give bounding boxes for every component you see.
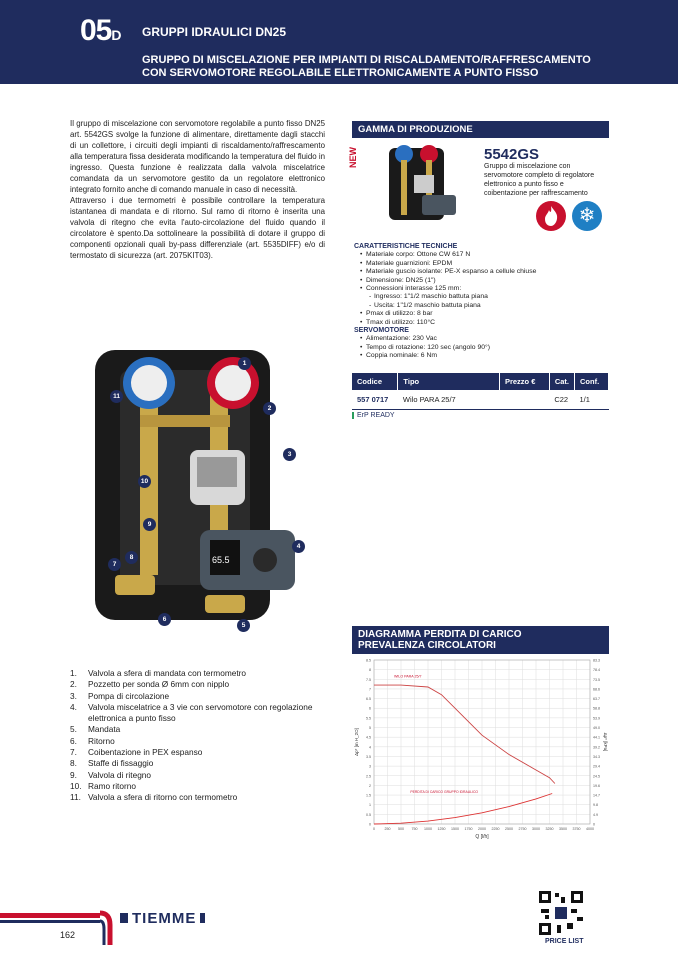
- y-tick-label: 1.5: [366, 793, 371, 798]
- x-tick-label: 500: [398, 827, 404, 831]
- spec-item: • Connessioni interasse 125 mm:: [354, 285, 614, 293]
- list-item: 10. Ramo ritorno: [70, 780, 136, 791]
- series-line-1: [374, 794, 552, 825]
- list-item: 11. Valvola a sfera di ritorno con termometro: [70, 792, 238, 803]
- col-codice: Codice: [352, 373, 398, 390]
- y-right-tick-label: 29.4: [593, 764, 600, 769]
- chart-header: DIAGRAMMA PERDITA DI CARICO PREVALENZA CIRCOLATORI: [352, 626, 609, 654]
- pressure-drop-chart: [352, 652, 609, 848]
- cell-prezzo: [499, 390, 549, 410]
- list-item: 3. Pompa di circolazione: [70, 690, 170, 701]
- callout-3: 3: [283, 448, 296, 461]
- callout-9: 9: [143, 518, 156, 531]
- y-tick-label: 8.5: [366, 658, 371, 663]
- y-tick-label: 8: [369, 668, 371, 673]
- y-right-tick-label: 49.0: [593, 726, 600, 731]
- y-right-tick-label: 0: [593, 822, 595, 827]
- model-code: 5542GS: [484, 146, 540, 163]
- y-tick-label: 3: [369, 764, 371, 769]
- y-right-tick-label: 24.5: [593, 774, 600, 779]
- x-tick-label: 2250: [491, 827, 500, 831]
- technical-specs: [354, 243, 614, 361]
- spec-item: • Alimentazione: 230 Vac: [354, 335, 614, 343]
- callout-11: 11: [110, 390, 123, 403]
- y-tick-label: 6.5: [366, 697, 371, 702]
- y-right-tick-label: 9.8: [593, 803, 598, 808]
- y-tick-label: 0: [369, 822, 371, 827]
- x-tick-label: 2500: [505, 827, 513, 831]
- callout-5: 5: [237, 619, 250, 632]
- controller-display: 65.5: [212, 555, 230, 565]
- price-table: [352, 373, 609, 410]
- y-tick-label: 4.5: [366, 735, 371, 740]
- model-description: Gruppo di miscelazione con servomotore completo di regolatore elettronico a punto fisso e coibentazione per raffrescamento: [484, 163, 595, 197]
- x-tick-label: 750: [411, 827, 418, 831]
- callout-2: 2: [263, 402, 276, 415]
- spec-item: • Materiale guscio isolante: PE-X espanso a cellule chiuse: [354, 268, 614, 276]
- y-right-tick-label: 63.7: [593, 697, 600, 702]
- spec-subitem: - Uscita: 1"1/2 maschio battuta piana: [354, 302, 614, 310]
- x-tick-label: 3500: [559, 827, 567, 831]
- callout-6: 6: [158, 613, 171, 626]
- intro-paragraph-2: Attraverso i due termometri è possibile controllare la temperatura istantanea di mandata e di ritorno. Sul ramo di ritorno è inserita una valvola di ritegno che evita l'auto-circolazione del fluido quando il circolatore è spento.Da sottolineare la possibilità di dotare il gruppo di componenti opzionali quali by-pass differenziale (art. 5535DIFF) e/o di termostato di sicurezza (art. 2075KIT03).: [70, 196, 325, 260]
- x-tick-label: 0: [373, 827, 375, 831]
- product-image: [85, 345, 315, 635]
- table-row: [352, 390, 609, 410]
- list-item: 8. Staffe di fissaggio: [70, 758, 154, 769]
- spec-item: • Materiale corpo: Ottone CW 617 N: [354, 251, 614, 259]
- list-item: 7. Coibentazione in PEX espanso: [70, 747, 203, 758]
- list-item: 5. Mandata: [70, 724, 121, 735]
- col-conf: Conf.: [575, 373, 609, 390]
- list-item: 6. Ritorno: [70, 735, 115, 746]
- new-badge: NEW: [348, 147, 358, 168]
- spec-item: • Materiale guarnizioni: EPDM: [354, 260, 614, 268]
- section-number: 05D: [80, 14, 121, 47]
- spec-item: • Pmax di utilizzo: 8 bar: [354, 310, 614, 318]
- y-tick-label: 5.5: [366, 716, 371, 721]
- list-item: 4. Valvola miscelatrice a 3 vie con servomotore con regolazione elettronica a punto fisso: [70, 701, 313, 724]
- x-tick-label: 1250: [437, 827, 446, 831]
- x-tick-label: 250: [384, 827, 391, 831]
- section-title: GRUPPI IDRAULICI DN25: [142, 25, 287, 39]
- intro-text: [70, 118, 325, 261]
- y-tick-label: 6: [369, 706, 371, 711]
- y-right-tick-label: 53.9: [593, 716, 600, 721]
- col-prezzo: Prezzo €: [499, 373, 549, 390]
- qr-code-icon[interactable]: [537, 889, 585, 937]
- y-right-tick-label: 14.7: [593, 793, 600, 798]
- list-item: 1. Valvola a sfera di mandata con termometro: [70, 668, 247, 678]
- y-tick-label: 2: [369, 783, 371, 788]
- specs-servo-title: SERVOMOTORE: [354, 327, 409, 335]
- y-tick-label: 2.5: [366, 774, 371, 779]
- callout-8: 8: [125, 551, 138, 564]
- y-right-tick-label: 4.9: [593, 812, 598, 817]
- section-subtitle: GRUPPO DI MISCELAZIONE PER IMPIANTI DI RISCALDAMENTO/RAFFRESCAMENTO CON SERVOMOTORE REGOLABILE ELETTRONICAMENTE A PUNTO FISSO: [142, 54, 591, 79]
- page-number: 162: [60, 930, 76, 940]
- page-header: [0, 0, 678, 84]
- y-right-tick-label: 73.5: [593, 677, 600, 682]
- x-tick-label: 3750: [572, 827, 581, 831]
- x-tick-label: 2750: [518, 827, 527, 831]
- cell-codice: 557 0717: [352, 390, 398, 410]
- y-right-tick-label: 83.3: [593, 658, 600, 663]
- x-axis-label: Q [l/h]: [475, 834, 489, 840]
- y-tick-label: 7: [369, 687, 371, 692]
- y-right-tick-label: 78.4: [593, 668, 600, 673]
- specs-tech-title: CARATTERISTICHE TECNICHE: [354, 243, 458, 250]
- cell-tipo: Wilo PARA 25/7: [398, 390, 500, 410]
- product-thumbnail: [384, 140, 474, 222]
- callout-10: 10: [138, 475, 151, 488]
- y-right-tick-label: 34.3: [593, 754, 600, 759]
- y-right-axis-label: Δp* [kPa]: [603, 732, 608, 752]
- brand-logo: TIEMME: [128, 910, 200, 927]
- heating-icon: [536, 201, 566, 231]
- y-right-tick-label: 44.1: [593, 735, 600, 740]
- cell-conf: 1/1: [575, 390, 609, 410]
- y-tick-label: 0.5: [366, 812, 371, 817]
- spec-item: • Coppia nominale: 6 Nm: [354, 352, 614, 360]
- y-tick-label: 7.5: [366, 677, 371, 682]
- y-axis-label: Δp* [m H_2O]: [354, 728, 359, 756]
- callout-7: 7: [108, 558, 121, 571]
- y-tick-label: 1: [369, 803, 371, 808]
- y-tick-label: 3.5: [366, 754, 371, 759]
- parts-list: [70, 668, 330, 804]
- callout-1: 1: [238, 357, 251, 370]
- col-cat: Cat.: [549, 373, 574, 390]
- x-tick-label: 1750: [464, 827, 473, 831]
- price-list-label: PRICE LIST: [545, 938, 584, 945]
- y-tick-label: 4: [369, 745, 371, 750]
- y-right-tick-label: 58.8: [593, 706, 600, 711]
- col-tipo: Tipo: [398, 373, 500, 390]
- y-right-tick-label: 39.2: [593, 745, 600, 750]
- y-right-tick-label: 19.6: [593, 783, 600, 788]
- spec-subitem: - Ingresso: 1"1/2 maschio battuta piana: [354, 293, 614, 301]
- x-tick-label: 3000: [532, 827, 540, 831]
- series-label-loss: PERDITA DI CARICO GRUPPO IDRAULICO: [410, 790, 479, 795]
- erp-ready-label: ErP READY: [352, 412, 395, 419]
- callout-4: 4: [292, 540, 305, 553]
- gamma-header: GAMMA DI PRODUZIONE: [352, 121, 609, 138]
- list-item: 9. Valvola di ritegno: [70, 769, 152, 780]
- spec-item: • Tmax di utilizzo: 110°C: [354, 319, 614, 327]
- x-tick-label: 1500: [451, 827, 459, 831]
- spec-item: • Tempo di rotazione: 120 sec (angolo 90°): [354, 344, 614, 352]
- list-item: 2. Pozzetto per sonda Ø 6mm con nipplo: [70, 679, 230, 690]
- intro-paragraph-1: Il gruppo di miscelazione con servomotore regolabile a punto fisso DN25 art. 5542GS svolge la funzione di alimentare, direttamente dagli stacchi di un collettore, i circuiti degli impianti di riscaldamento/raffrescamento alla temperatura fissa desiderata modificando la temperatura del fluido in ingresso. Questa funzione è realizzata dalla valvola miscelatrice comandata da un servomotore gestito da un regolatore elettronico integrato fornito anche di comando manuale in caso di necessità.: [70, 119, 325, 194]
- x-tick-label: 4000: [586, 827, 594, 831]
- series-label-pump: WILO PARA 25/7: [393, 674, 422, 679]
- x-tick-label: 1000: [424, 827, 432, 831]
- y-tick-label: 5: [369, 726, 371, 731]
- cooling-icon: ❄: [572, 201, 602, 231]
- x-tick-label: 2000: [478, 827, 486, 831]
- x-tick-label: 3250: [545, 827, 554, 831]
- cell-cat: C22: [549, 390, 574, 410]
- y-right-tick-label: 68.6: [593, 687, 600, 692]
- spec-item: • Dimensione: DN25 (1"): [354, 277, 614, 285]
